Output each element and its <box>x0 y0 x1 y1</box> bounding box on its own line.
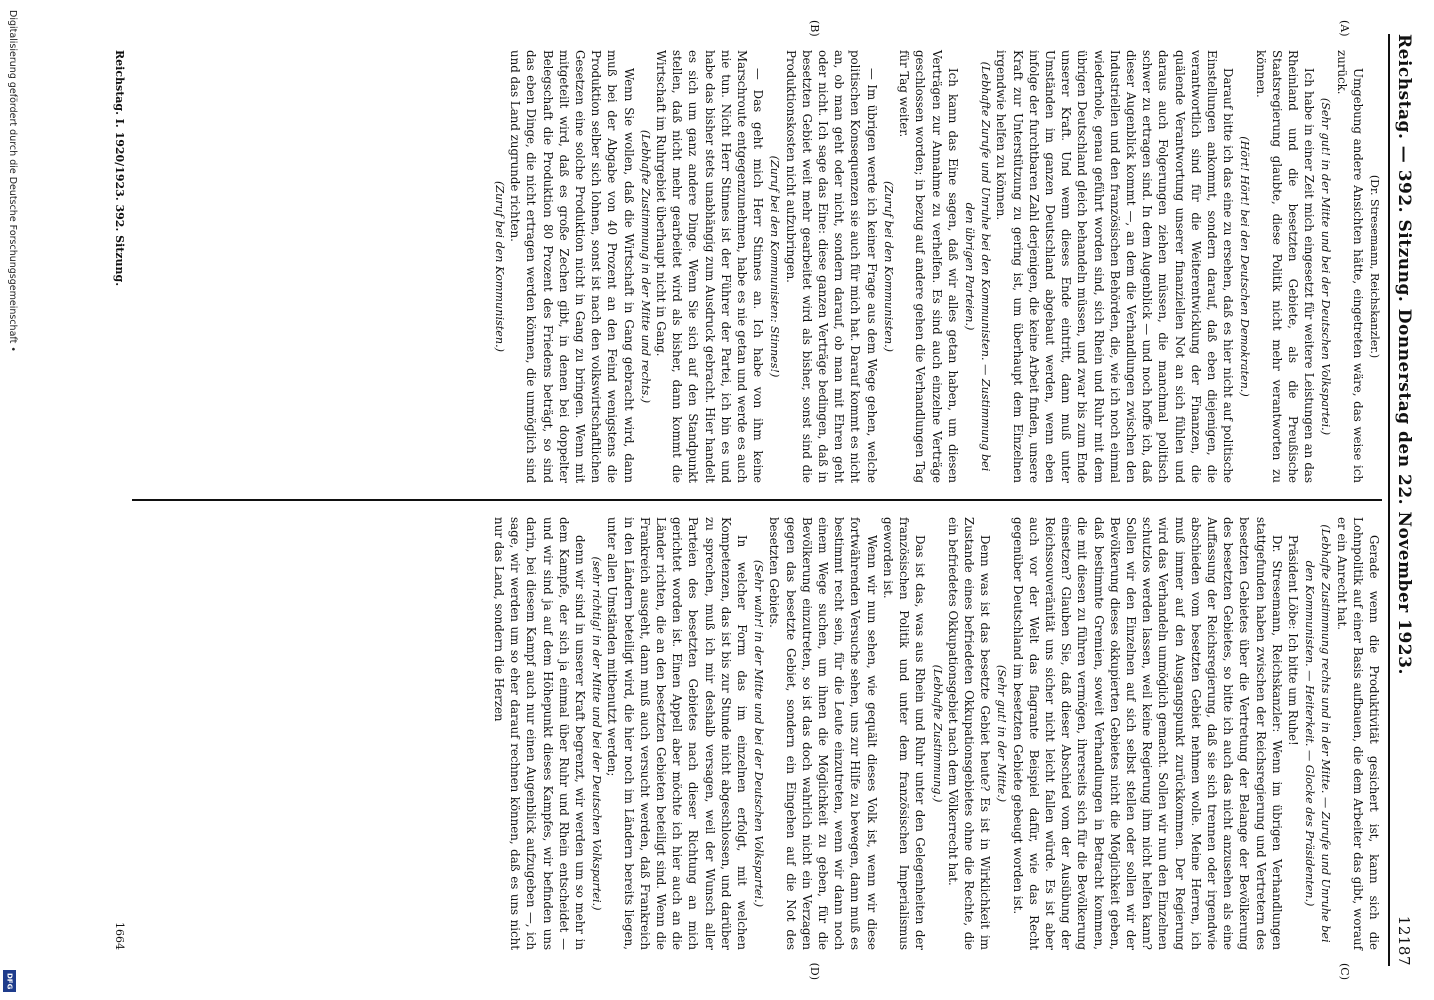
scanned-page <box>52 10 1432 990</box>
paragraph: Denn was ist das besetzte Gebiet heute? Es ist in Wirklichkeit im Zustande eines befriedeten Okkupationsgebietes ohne die Rechte, die ein befriedetes Okkupationsgebiet nach dem Völkerrecht hat. <box>945 517 993 950</box>
interjection: (sehr richtig! in der Mitte und bei der Deutschen Volkspartei.) <box>590 556 604 911</box>
margin-marker-a: (A) <box>1338 20 1351 37</box>
left-column <box>132 20 1382 501</box>
interjection: (Zuruf bei den Kommunisten.) <box>881 180 895 353</box>
speaker-note: (Dr. Stresemann, Reichskanzler.) <box>1368 174 1381 359</box>
interjection: (Lebhafte Zustimmung.) <box>930 664 944 803</box>
interjection: (Sehr wahr! in der Mitte und bei der Deutschen Volkspartei.) <box>752 559 766 908</box>
footer-signature: Reichstag. I. 1920/1923. 392. Sitzung. <box>113 50 126 287</box>
paragraph: Wenn wir nun sehen, wie gequält dieses Volk ist, wenn wir diese fortwährenden Versuche sehen, uns zur Hilfe zu bewegen, dann muß es bestimmt recht sein, für die Leute einzutreten, wenn wir dann noch einem Wege suchen, um ihnen die Möglichkeit zu geben, für die Bevölkerung einzutreten, so ist das doch wahrlich nicht ein Verzagen gegen das besetzte Gebiet, sondern ein Eingehen auf die Not des besetzten Gebiets. <box>767 517 879 950</box>
paragraph: — Das geht mich Herr Stinnes an. Ich habe von ihm keine Marschroute entgegenzunehmen, habe es nie getan und werde es auch nie tun. Nicht Herr Stinnes ist der Führer der Partei, ich bin es und habe das bisher stets unabhängig zum Ausdruck gebracht. Hier handelt es sich um ganz andere Dinge. Wenn Sie sich auf den Standpunkt stellen, daß nicht mehr gearbeitet wird als bisher, dann kommt die Wirtschaft im Ruhrgebiet überhaupt nicht in Gang. <box>654 50 766 483</box>
interjection: (Zuruf bei den Kommunisten: Stinnes!) <box>768 155 782 378</box>
page-header-title: Reichstag. — 392. Sitzung. Donnerstag den 22. November 1923. <box>1394 34 1414 675</box>
page-header <box>1388 34 1414 966</box>
paragraph: — Im übrigen werde ich keiner Frage aus dem Wege gehen, welche politischen Konsequenzen sie auch für mich hat. Darauf kommt es nicht an, ob man geht oder nicht, sondern darauf, ob man mit Ehren geht oder nicht. Ich sage das Eine: diese ganzen Verträge bedingen, daß in besetzten Gebiet weit mehr gearbeitet wird als bisher, sonst sind die Produktionskosten nicht aufzubringen. <box>783 50 879 483</box>
paragraph: Ich kann das Eine sagen, daß wir alles getan haben, um diesen Verträgen zur Annahme zu verhelfen. Es sind auch einzelne Verträge geschlossen worden; in bezug auf andere gehen die Verhandlungen Tag für Tag weiter. <box>897 50 960 483</box>
page-number: 12187 <box>1395 915 1413 966</box>
interjection: (Lebhafte Zustimmung in der Mitte und rechts.) <box>638 129 652 404</box>
digitization-stamp: Digitalisierung gefördert durch die Deutsche Forschungsgemeinschaft • <box>7 10 18 352</box>
digitization-sidebar <box>2 10 18 990</box>
text-columns <box>132 20 1382 980</box>
page-footer <box>113 34 126 966</box>
interjection: (Hört! Hört! bei den Deutschen Demokraten.) <box>1238 136 1252 397</box>
interjection: (Sehr gut! in der Mitte und bei der Deutschen Volkspartei.) <box>1319 97 1333 436</box>
margin-marker-d: (D) <box>808 962 821 980</box>
dfg-logo-icon: DFG <box>3 970 16 992</box>
paragraph: Gerade wenn die Produktivität gesichert ist, kann sich die Lohnpolitik auf einer Basis aufbauen, die dem Arbeiter das gibt, worauf er ein Anrecht hat. <box>1334 517 1381 950</box>
paragraph: denn wir sind in unserer Kraft begrenzt, wir werden um so mehr in dem Kampfe, der sich ja einmal über Ruhr und Rhein entscheidet — und wir sind ja auf dem Höhepunkt dieses Kampfes, wir befinden uns darin, bei diesem Kampf auch nur einen Augenblick aufzugeben —, ich sage, wir werden um so eher darauf rechnen können, daß es uns nicht nur das Land, sondern die Herzen <box>492 517 588 950</box>
interjection: (Lebhafte Zustimmung rechts und in der Mitte. — Zurufe und Unruhe bei den Kommunisten. — Heiterkeit. — Glocke des Präsidenten.) <box>1303 524 1333 943</box>
footer-page-number: 1664 <box>113 922 126 950</box>
interjection: (Sehr gut! in der Mitte.) <box>995 664 1009 803</box>
paragraph: Ich habe in einer Zeit mich eingesetzt für weitere Leistungen an das Rheinland und die besetzten Gebiete, als die Preußische Staatsregierung glaubte, diese Politik nicht mehr verantworten zu können. <box>1253 50 1317 483</box>
paragraph: Das ist das, was aus Rhein und Ruhr unter den Gelegenheiten der französischen Politik und unter dem französischen Imperialismus geworden ist. <box>880 517 928 950</box>
paragraph: In welcher Form das im einzelnen erfolgt, mit welchen Kompetenzen, das ist bis zur Stunde nicht abgeschlossen, und darüber zu sprechen, muß ich mir deshalb versagen, weil der Wunsch aller Parteien des besetzten Gebietes nach dieser Richtung an mich gerichtet worden ist. Einen Appell aber möchte ich hier auch an die Länder richten, die an den besetzten Gebieten beteiligt sind. Wenn die Frankreich ausgeht, dann muß auch versucht werden, daß Frankreich in den Ländern beteiligt wird, die hier noch im Ländern bereits liegen, unter allen Umständen mitbenutzt werden; <box>605 517 750 950</box>
rotated-page-content <box>62 20 1422 980</box>
interjection: (Lebhafte Zurufe und Unruhe bei den Kommunisten. — Zustimmung bei den übrigen Parteien.) <box>962 61 993 472</box>
margin-marker-b: (B) <box>808 20 821 37</box>
paragraph: Wenn Sie wollen, daß die Wirtschaft in Gang gebracht wird, dann muß bei der Abgabe von 40 Prozent an den Feind wenigstens die Produktion selber sich lohnen, sonst ist nach den volkswirtschaftlichen Gesetzen eine solche Produktion nicht in Gang zu bringen. Wenn mit mitgeteilt wird, daß es große Zechen gibt, in denen bei doppelter Belegschaft die Produktion 80 Prozent des Friedens beträgt, so sind das eben Dinge, die nicht ertragen werden können, die unmöglich sind und das Land zugrunde richten. <box>508 50 636 483</box>
margin-marker-c: (C) <box>1338 963 1351 980</box>
right-column <box>132 501 1382 980</box>
paragraph: Darauf bitte ich das eine zu ersehen, daß es hier nicht auf politische Einstellungen ankommt, sondern darauf, daß eben diejenigen, die verantwortlich sind für die Weiterentwicklung der Finanzen, die quälende Verantwortung unserer finanziellen Not an sich fühlen und daraus auch Folgerungen ziehen müssen, die manchmal politisch schwer zu ertragen sind. In dem Augenblick — und noch hoffe ich, daß dieser Augenblick kommt —, an dem die Verhandlungen zwischen den Industriellen und den französischen Behörden, die, wie ich noch einmal wiederhole, genau geführt worden sind, sich Rhein und Ruhr mit dem übrigen Deutschland gleich behandeln müssen, und zwar bis zum Ende unserer Kraft. Und wenn dieses Ende eintritt, dann muß unter Umständen im ganzen Deutschland abgebaut werden, wenn eben infolge der furchtbaren Zahl derjenigen, die keine Arbeit finden, unsere Kraft zur Unterstützung zu gering ist, um überhaupt dem Einzelnen irgendwie helfen zu können. <box>994 50 1236 483</box>
paragraph: Umgebung andere Ansichten hätte, eingetreten wäre, das weise ich zurück. <box>1334 50 1365 483</box>
paragraph: Dr. Stresemann, Reichskanzler: Wenn im übrigen Verhandlungen stattgefunden haben zwischen der Reichsregierung und Vertretern des besetzten Gebietes über die Vertretung der Belange der Bevölkerung des besetzten Gebietes, so bitte ich auch das nicht anzusehen als eine Auffassung der Reichsregierung, daß sie sich trennen oder irgendwie abschieden vom besetzten Gebiet nehmen wolle. Meine Herren, ich muß immer auf den Ausgangspunkt zurückkommen. Der Regierung wird das Verhandeln unmöglich gemacht. Sollen wir nun den Einzelnen schutzlos werden lassen, weil keine Regierung ihm nicht helfen kann? Sollen wir den Einzelnen auf sich selbst stellen oder sollen wir der Bevölkerung dieses okkupierten Gebietes nicht die Möglichkeit geben, daß bestimmte Gremien, soweit Verhandlungen in Betracht kommen, die mit diesen zu führen vermögen, ihrerseits sich für die Bevölkerung einsetzen? Glauben Sie, daß dieser Abschied vom der Ausübung der Reichssouveränität uns sicher nicht leicht fallen würde. Es ist aber auch vor der Welt das flagrante Beispiel dafür, wie das Recht gegenüber Deutschland im besetzten Gebiete gebeugt worden ist. <box>1010 517 1284 950</box>
paragraph: Präsident Löbe: Ich bitte um Ruhe! <box>1285 535 1300 746</box>
interjection: (Zuruf bei den Kommunisten.) <box>493 180 507 353</box>
